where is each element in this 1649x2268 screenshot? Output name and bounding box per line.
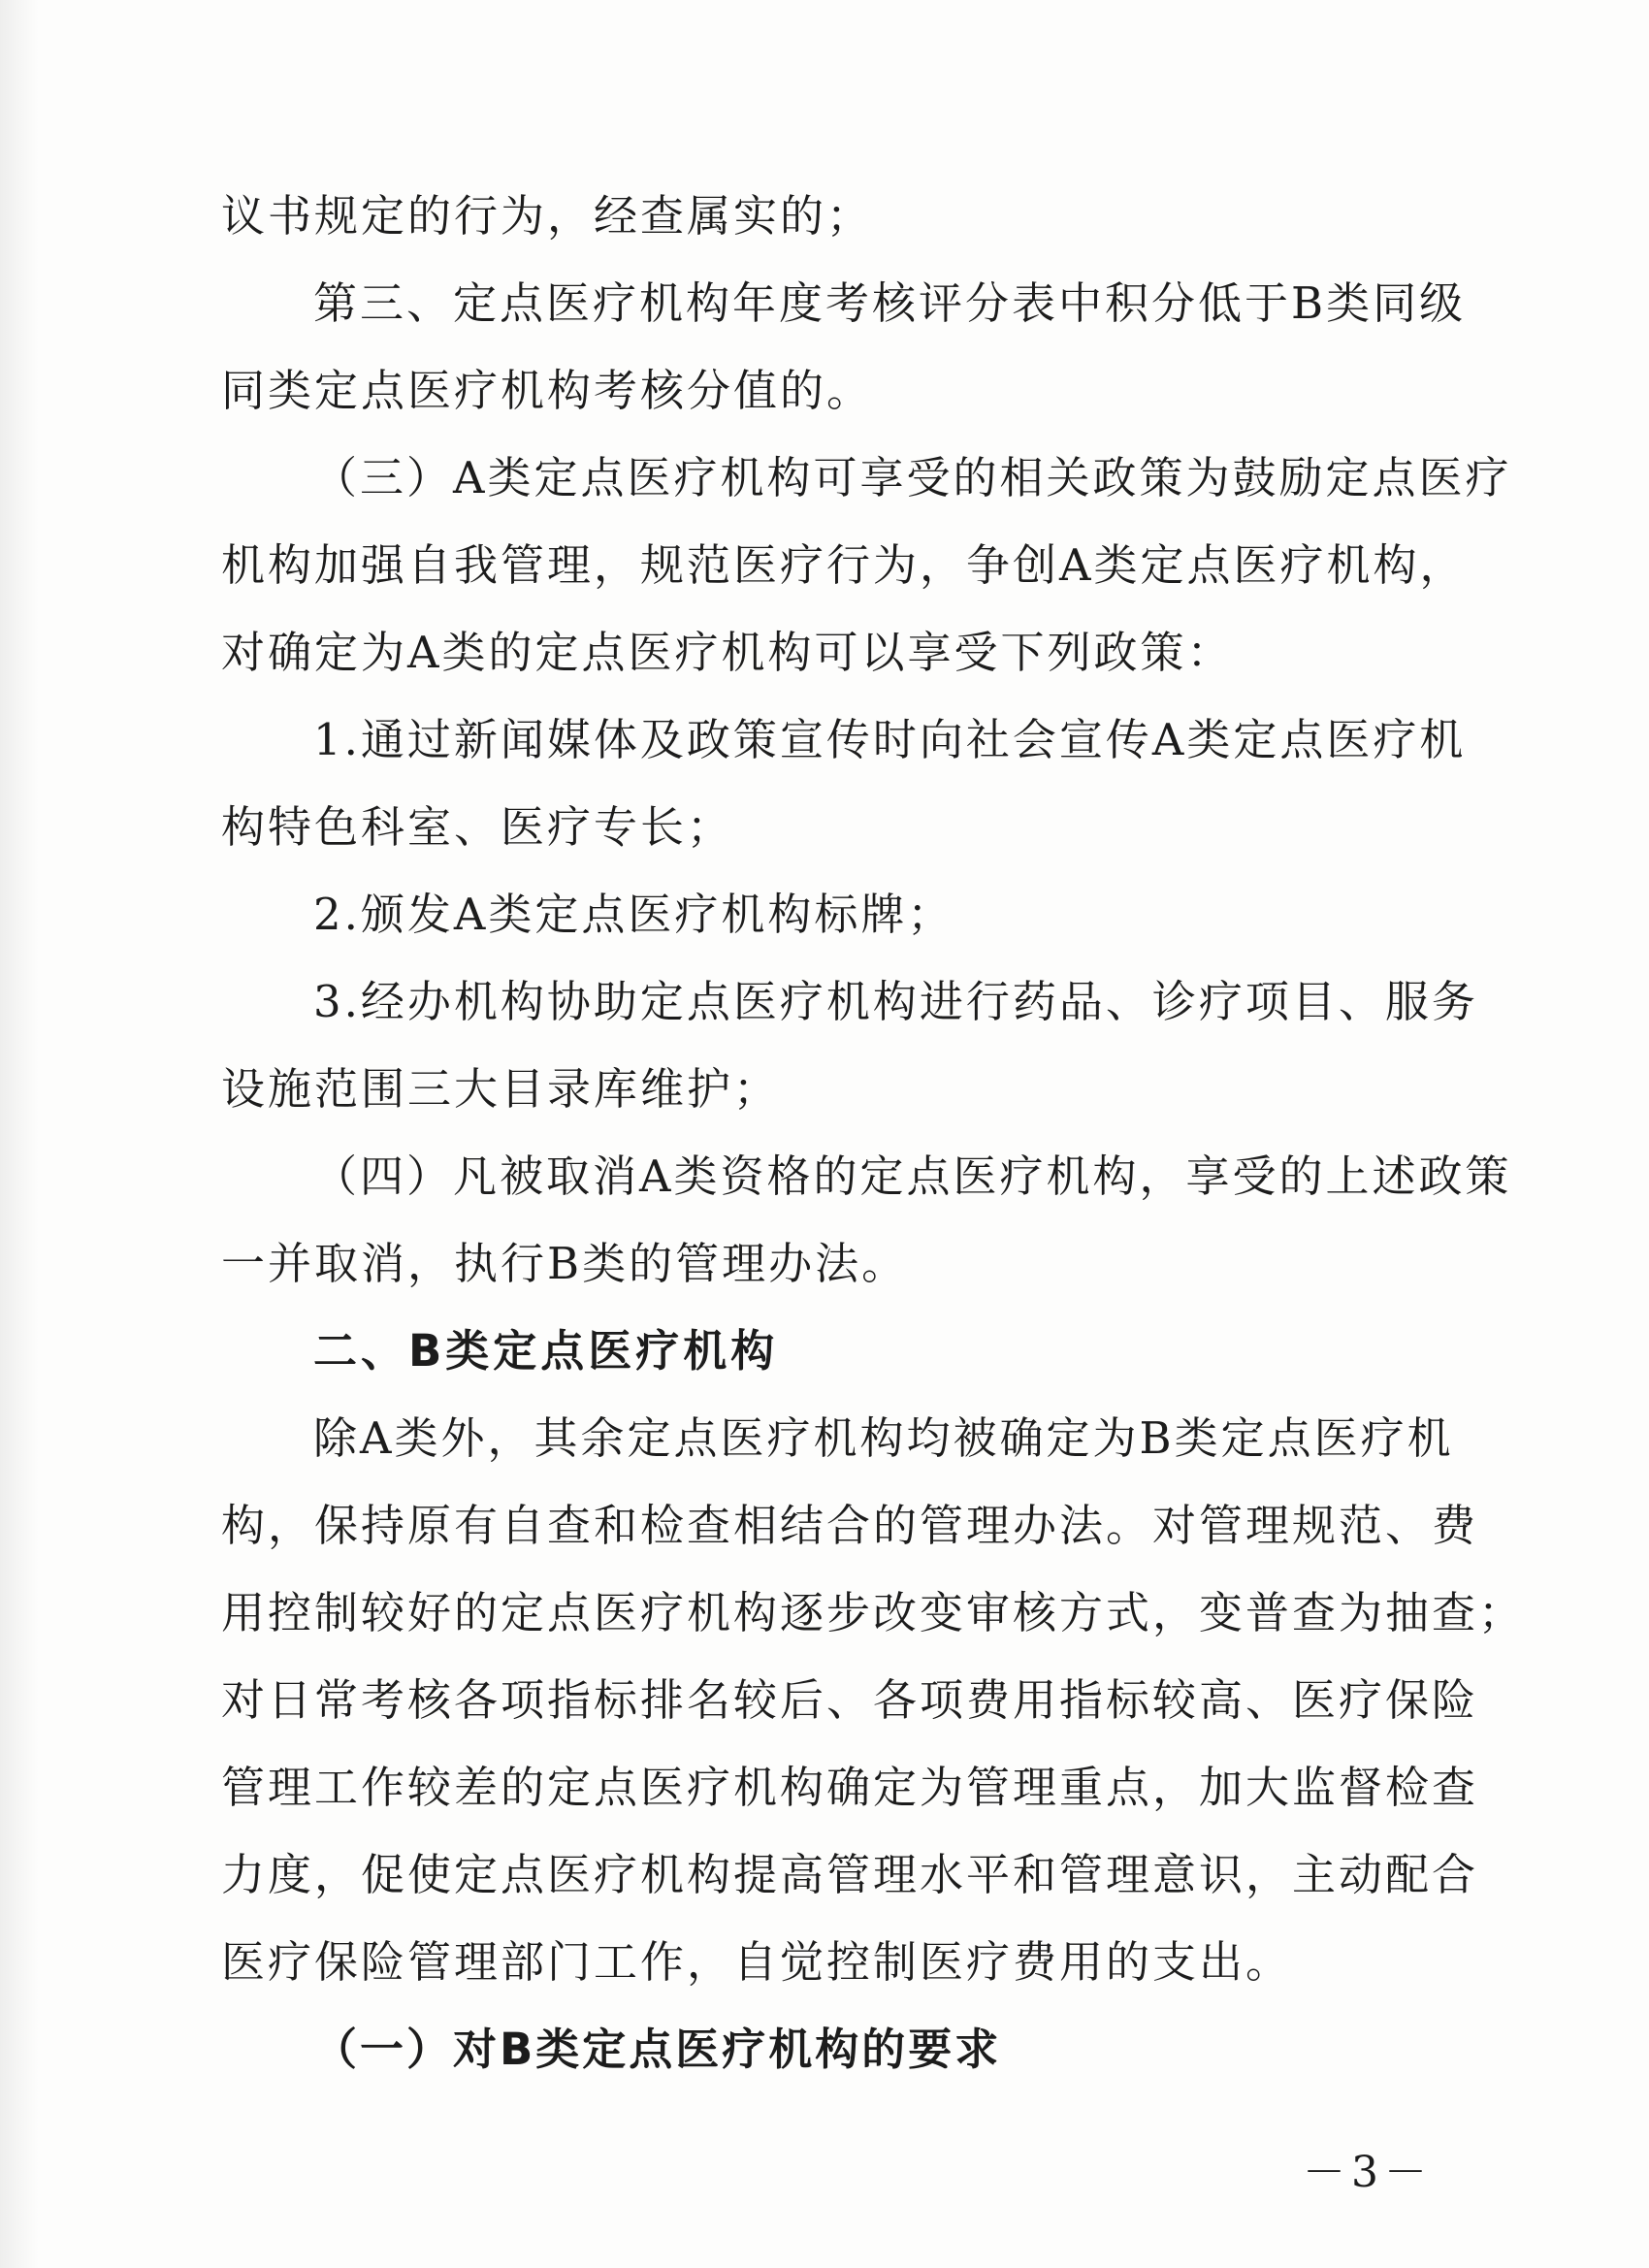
paragraph-line: 除A类外，其余定点医疗机构均被确定为B类定点医疗机 bbox=[313, 1412, 1454, 1464]
paragraph-line: 对日常考核各项指标排名较后、各项费用指标较高、医疗保险 bbox=[221, 1674, 1479, 1726]
paragraph-line: （三）A类定点医疗机构可享受的相关政策为鼓励定点医疗 bbox=[313, 452, 1512, 503]
paragraph-line: 对确定为A类的定点医疗机构可以享受下列政策： bbox=[221, 627, 1234, 678]
paragraph-line: （四）凡被取消A类资格的定点医疗机构，享受的上述政策 bbox=[313, 1150, 1512, 1202]
paragraph-line: 机构加强自我管理，规范医疗行为，争创A类定点医疗机构， bbox=[221, 539, 1467, 591]
paragraph-line: 构，保持原有自查和检查相结合的管理办法。对管理规范、费 bbox=[221, 1500, 1479, 1551]
scan-edge-shadow bbox=[0, 0, 39, 2268]
list-item-line: 1.通过新闻媒体及政策宣传时向社会宣传A类定点医疗机 bbox=[313, 714, 1467, 765]
page-number: －3－ bbox=[1303, 2148, 1433, 2197]
section-heading: 二、B类定点医疗机构 bbox=[313, 1325, 779, 1377]
paragraph-line: 一并取消，执行B类的管理办法。 bbox=[221, 1238, 909, 1289]
paragraph-line: 用控制较好的定点医疗机构逐步改变审核方式，变普查为抽查； bbox=[221, 1587, 1526, 1638]
paragraph-line: 力度，促使定点医疗机构提高管理水平和管理意识，主动配合 bbox=[221, 1849, 1479, 1900]
list-item-line: 设施范围三大目录库维护； bbox=[221, 1063, 781, 1115]
paragraph-line: 同类定点医疗机构考核分值的。 bbox=[221, 365, 874, 416]
list-item-line: 2.颁发A类定点医疗机构标牌； bbox=[313, 889, 954, 940]
paragraph-line: 议书规定的行为，经查属实的； bbox=[221, 190, 874, 242]
paragraph-line: 医疗保险管理部门工作，自觉控制医疗费用的支出。 bbox=[221, 1936, 1293, 1988]
paragraph-line: 第三、定点医疗机构年度考核评分表中积分低于B类同级 bbox=[313, 277, 1467, 329]
list-item-line: 构特色科室、医疗专长； bbox=[221, 801, 734, 853]
list-item-line: 3.经办机构协助定点医疗机构进行药品、诊疗项目、服务 bbox=[313, 976, 1478, 1027]
subsection-heading: （一）对B类定点医疗机构的要求 bbox=[313, 2024, 1002, 2075]
paragraph-line: 管理工作较差的定点医疗机构确定为管理重点，加大监督检查 bbox=[221, 1762, 1479, 1813]
document-body bbox=[221, 173, 1526, 2093]
